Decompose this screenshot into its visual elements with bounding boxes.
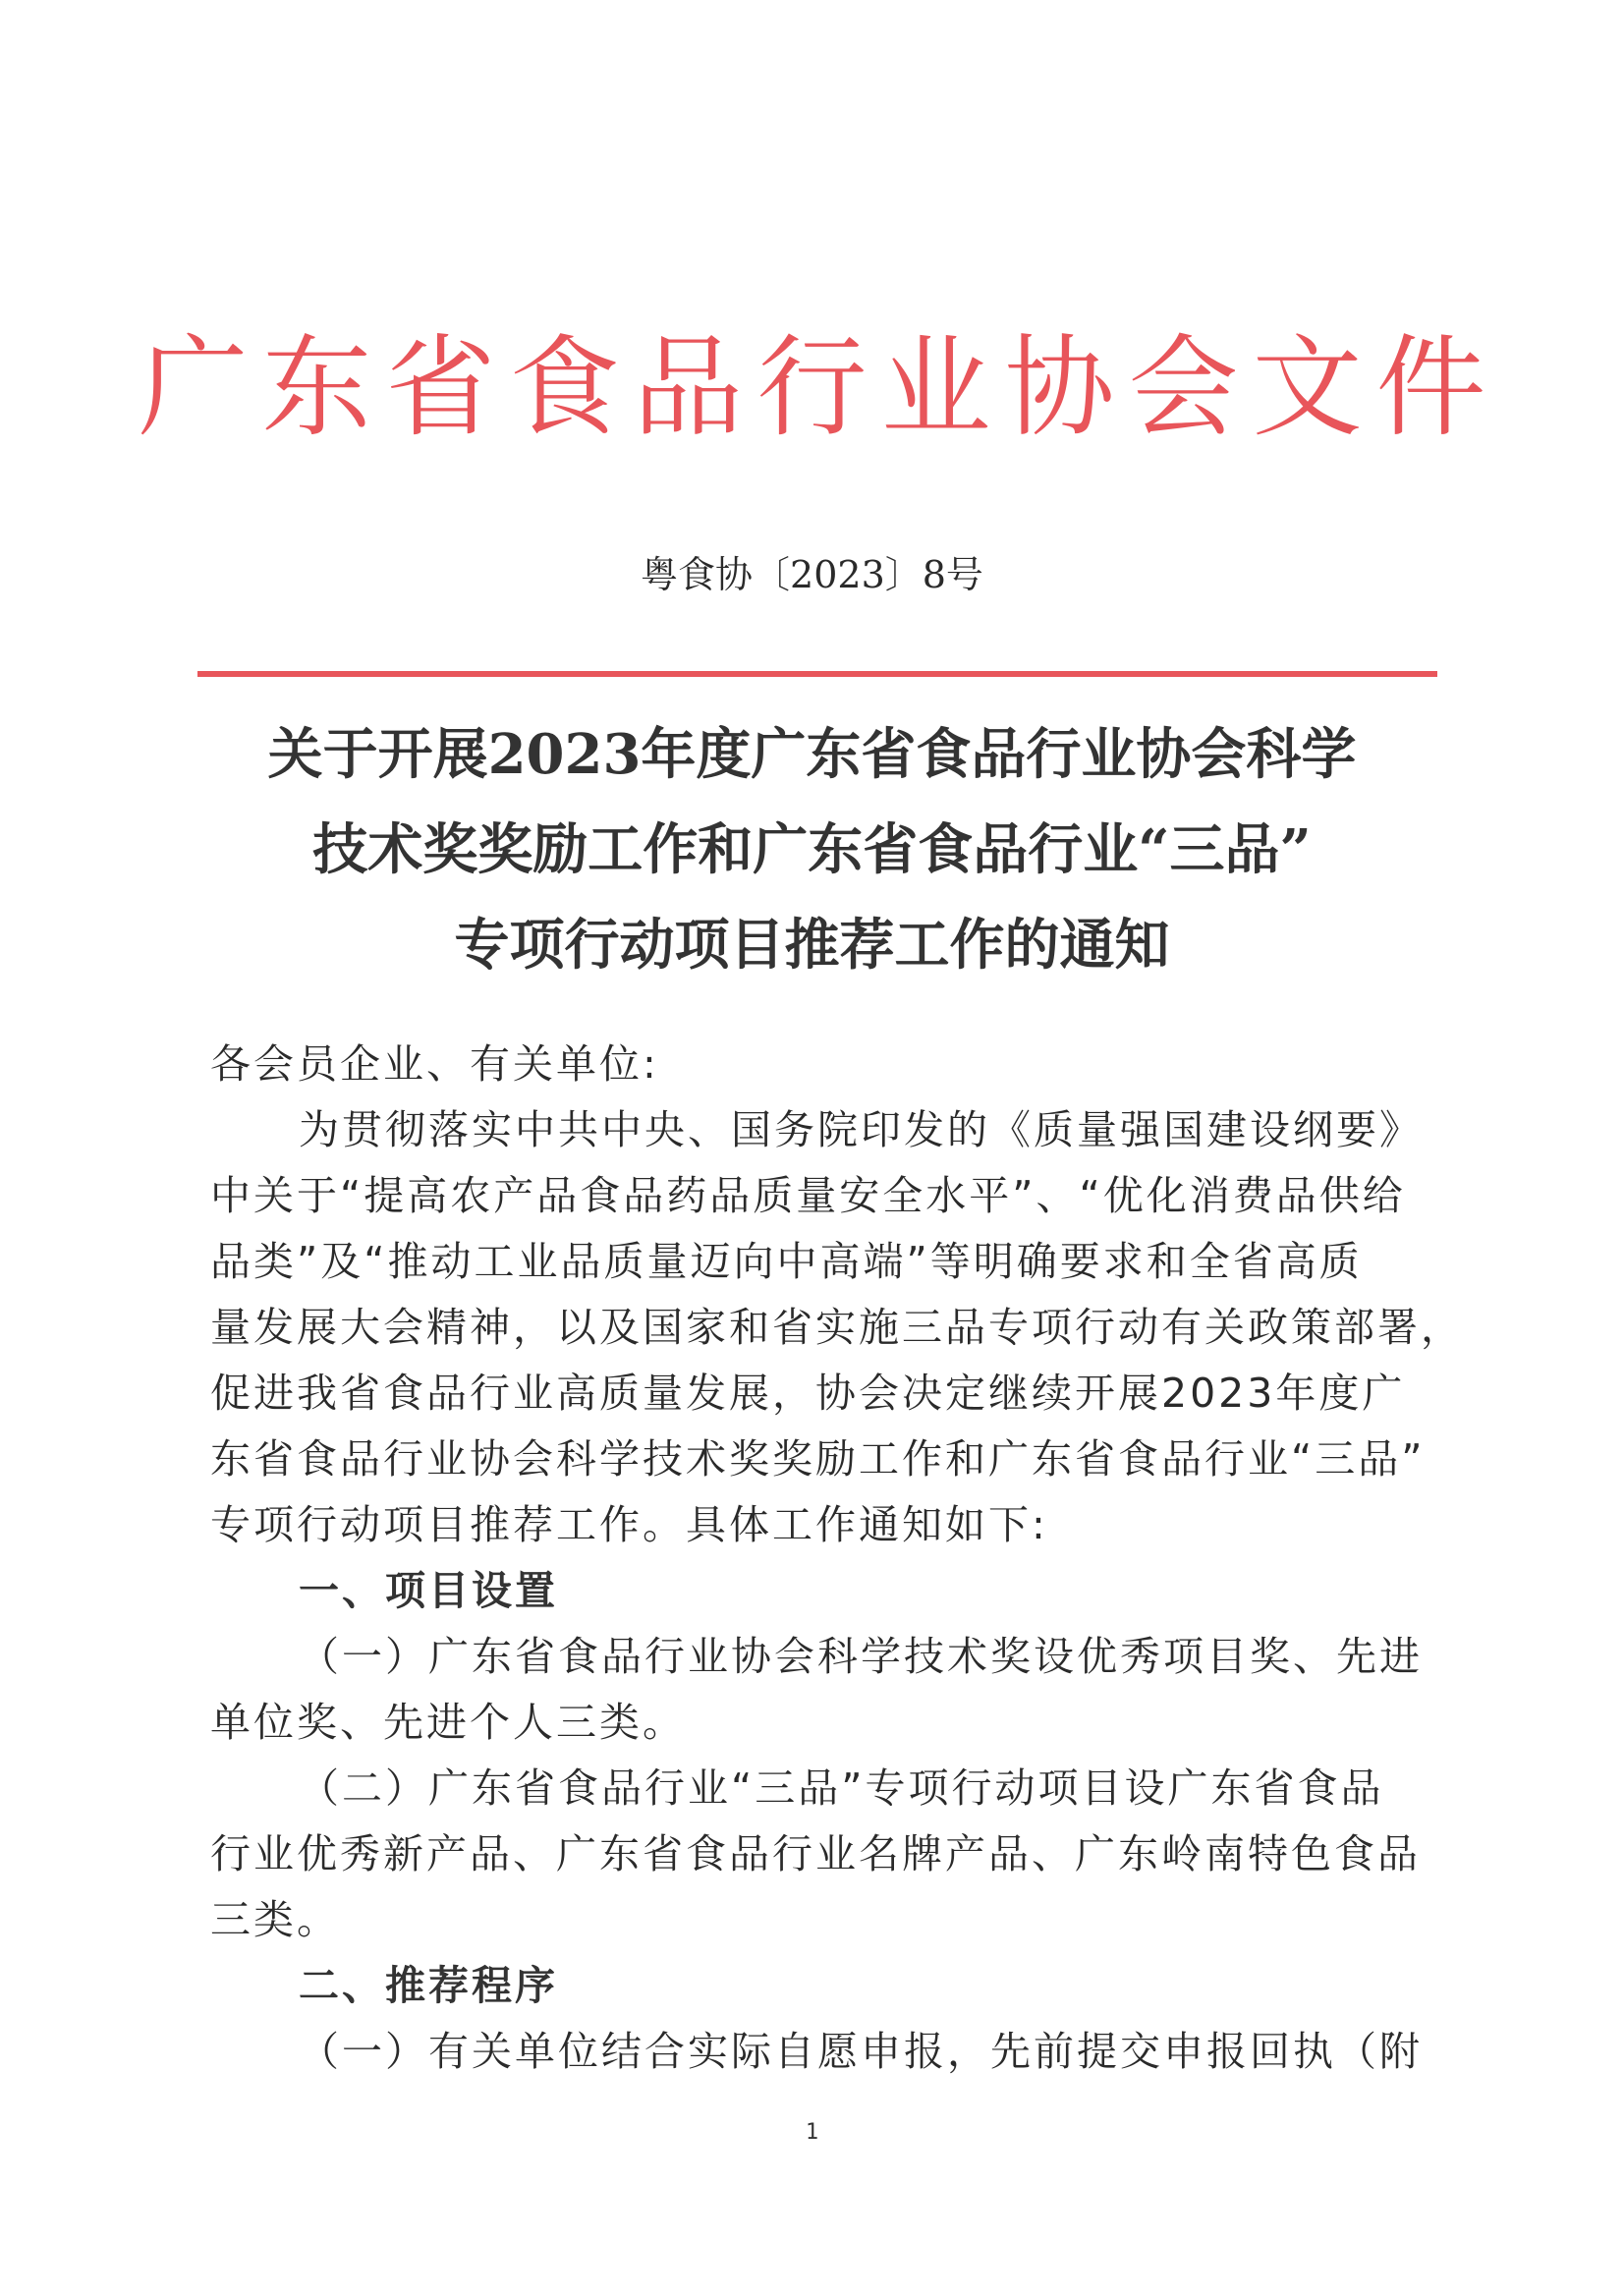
intro-line: 为贯彻落实中共中央、国务院印发的《质量强国建设纲要》 <box>299 1106 1423 1153</box>
document-number: 粤食协〔2023〕8号 <box>641 553 983 596</box>
section1-item2-line: （二）广东省食品行业“三品”专项行动项目设广东省食品 <box>299 1764 1384 1812</box>
section-heading-project-setup: 一、项目设置 <box>299 1567 558 1614</box>
intro-line: 中关于“提高农产品食品药品质量安全水平”、“优化消费品供给 <box>210 1172 1406 1219</box>
page-number: 1 <box>805 2120 819 2145</box>
org-document-header: 广东省食品行业协会文件 <box>138 324 1500 452</box>
intro-line: 东省食品行业协会科学技术奖奖励工作和广东省食品行业“三品” <box>210 1435 1426 1483</box>
section1-item2-line: 三类。 <box>210 1896 340 1943</box>
intro-line: 促进我省食品行业高质量发展，协会决定继续开展2023年度广 <box>210 1370 1406 1417</box>
title-line-1: 关于开展2023年度广东省食品行业协会科学 <box>267 722 1357 787</box>
section1-item2-line: 行业优秀新产品、广东省食品行业名牌产品、广东岭南特色食品 <box>210 1830 1421 1877</box>
intro-line: 品类”及“推动工业品质量迈向中高端”等明确要求和全省高质 <box>210 1238 1363 1285</box>
title-line-2: 技术奖奖励工作和广东省食品行业“三品” <box>312 817 1312 882</box>
title-line-3: 专项行动项目推荐工作的通知 <box>454 913 1170 978</box>
notice-title <box>147 707 1477 993</box>
intro-line: 量发展大会精神，以及国家和省实施三品专项行动有关政策部署， <box>210 1304 1464 1351</box>
notice-body <box>210 1032 1464 2085</box>
section-heading-recommendation-procedure: 二、推荐程序 <box>299 1962 558 2009</box>
red-divider-line <box>197 671 1437 677</box>
intro-line: 专项行动项目推荐工作。具体工作通知如下: <box>210 1501 1048 1548</box>
section1-item1-line: （一）广东省食品行业协会科学技术奖设优秀项目奖、先进 <box>299 1633 1423 1680</box>
section2-item1-line: （一）有关单位结合实际自愿申报，先前提交申报回执（附 <box>299 2028 1423 2075</box>
section1-item1-line: 单位奖、先进个人三类。 <box>210 1699 686 1746</box>
salutation: 各会员企业、有关单位: <box>210 1040 659 1088</box>
